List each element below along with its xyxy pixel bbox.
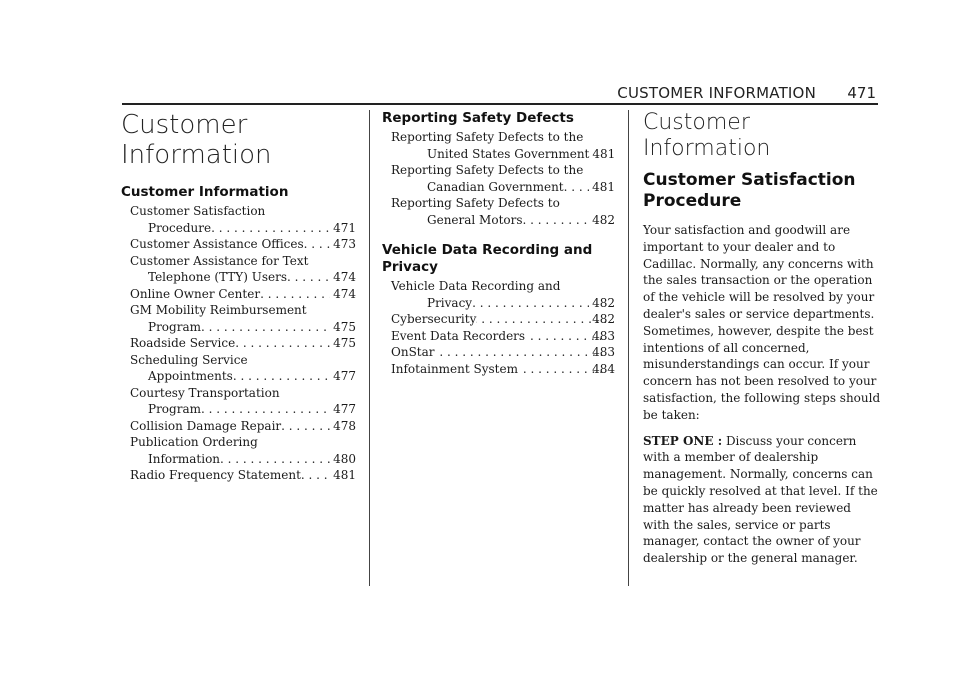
toc-leader-dots — [220, 451, 330, 468]
toc-page-number: 482 — [592, 312, 615, 326]
toc-leader-dots — [281, 418, 330, 435]
toc-entry-title-line1: Reporting Safety Defects to — [391, 196, 560, 210]
toc-entry-title: Canadian Government — [427, 179, 564, 194]
toc-section-heading: Customer Information — [121, 184, 289, 200]
toc-entry-title-line1: Reporting Safety Defects to the — [391, 163, 584, 177]
body-paragraph: Your satisfaction and goodwill are important to your dealer and to Cadillac. Normally, any concerns with the sales transaction or the operation of the vehicle will be resolved by your dealer's sales or service departments. Sometimes, however, despite the best intentions of all concerned, misunderstandings can occur. If your concern has not been resolved to your satisfaction, the following steps should be taken: — [643, 223, 881, 422]
toc-list — [382, 129, 615, 228]
header-rule — [122, 103, 878, 105]
toc-leader-dots — [476, 311, 607, 328]
toc-entry[interactable] — [121, 418, 356, 435]
toc-entry-title: Customer Assistance Offices — [130, 237, 304, 251]
toc-entry[interactable] — [121, 335, 356, 352]
toc-entry-title-line1: GM Mobility Reimbursement — [130, 303, 307, 317]
toc-leader-dots — [235, 335, 330, 352]
toc-entry-title: Cybersecurity — [391, 312, 477, 326]
chapter-title — [121, 110, 356, 170]
toc-leader-dots — [435, 344, 608, 361]
toc-page-number: 481 — [592, 179, 615, 194]
toc-entry-title: Program — [148, 402, 201, 416]
subsection-heading-line2: Procedure — [643, 191, 742, 211]
toc-page-number: 474 — [333, 286, 356, 301]
subsection-heading — [643, 170, 881, 212]
toc-entry-title-line1: Customer Satisfaction — [130, 204, 266, 218]
toc-entry-title: OnStar — [391, 345, 435, 359]
toc-section-heading-privacy — [382, 242, 615, 276]
privacy-heading-line2: Privacy — [382, 259, 438, 275]
toc-entry-title-line1: Scheduling Service — [130, 352, 248, 367]
toc-entry[interactable] — [121, 236, 356, 253]
toc-leader-dots — [211, 220, 330, 237]
content-column — [643, 110, 881, 567]
toc-column-1 — [121, 110, 356, 484]
toc-entry-title: Privacy — [427, 295, 473, 310]
toc-entry[interactable] — [382, 278, 615, 311]
toc-entry[interactable] — [382, 129, 615, 162]
header-section-title: CUSTOMER INFORMATION — [617, 84, 816, 102]
toc-entry-title-line1: Customer Assistance for Text — [130, 253, 309, 268]
toc-entry[interactable] — [121, 467, 356, 484]
toc-page-number: 475 — [333, 336, 356, 350]
step-text: Discuss your concern with a member of dealership management. Normally, concerns can be quickly resolved at that level. If the matter has already been reviewed with the sales, service or parts manager, contact the owner of your dealership or the general manager. — [643, 433, 878, 566]
toc-leader-dots — [472, 295, 589, 312]
toc-entry-title: Infotainment System — [391, 361, 518, 376]
toc-page-number: 481 — [333, 468, 356, 482]
toc-page-number: 477 — [333, 402, 356, 416]
toc-page-number: 473 — [333, 237, 356, 251]
toc-column-2 — [382, 110, 615, 377]
toc-leader-dots — [304, 236, 330, 253]
toc-entry[interactable] — [121, 203, 356, 236]
toc-leader-dots — [201, 319, 330, 336]
toc-entry-title: Event Data Recorders — [391, 328, 526, 343]
toc-entry[interactable] — [121, 385, 356, 418]
column-divider-1 — [369, 110, 370, 586]
toc-page-number: 482 — [592, 212, 615, 227]
section-title: Customer Information — [643, 110, 771, 161]
toc-page-number: 482 — [592, 295, 615, 310]
toc-entry-title: Collision Damage Repair — [130, 418, 282, 433]
chapter-title-line2: Information — [121, 140, 272, 170]
toc-page-number: 480 — [333, 451, 356, 466]
toc-entry-title-line1: Publication Ordering — [130, 435, 258, 449]
toc-entry-title: Telephone (TTY) Users — [148, 270, 287, 284]
toc-entry-title: Information — [148, 451, 221, 466]
toc-entry[interactable] — [382, 344, 615, 361]
toc-entry[interactable] — [121, 302, 356, 335]
toc-page-number: 475 — [333, 319, 356, 334]
toc-entry-title: United States Government — [427, 146, 590, 161]
step-paragraph — [643, 433, 881, 567]
toc-entry-title: Radio Frequency Statement — [130, 468, 301, 482]
toc-list — [382, 278, 615, 377]
toc-entry[interactable] — [382, 311, 615, 328]
toc-entry-title-line1: Vehicle Data Recording and — [391, 279, 561, 293]
toc-entry[interactable] — [121, 253, 356, 286]
column-divider-2 — [628, 110, 629, 586]
toc-entry[interactable] — [382, 162, 615, 195]
toc-page-number: 484 — [592, 361, 615, 376]
toc-leader-dots — [564, 179, 589, 196]
toc-entry-title: Procedure — [148, 220, 212, 235]
step-label: STEP ONE : — [643, 433, 723, 448]
toc-page-number: 478 — [333, 418, 356, 433]
privacy-heading-line1: Vehicle Data Recording and — [382, 242, 593, 258]
toc-leader-dots — [301, 467, 330, 484]
toc-page-number: 474 — [333, 270, 356, 284]
toc-list — [121, 203, 356, 484]
toc-entry-title: Online Owner Center — [130, 286, 261, 301]
toc-entry[interactable] — [382, 328, 615, 345]
running-header — [122, 84, 878, 104]
toc-entry-title-line1: Courtesy Transportation — [130, 385, 280, 400]
toc-entry[interactable] — [121, 352, 356, 385]
toc-entry-title: General Motors — [427, 212, 523, 227]
subsection-heading-line1: Customer Satisfaction — [643, 170, 856, 190]
toc-entry-title: Program — [148, 319, 201, 334]
toc-section-heading-safety: Reporting Safety Defects — [382, 110, 574, 126]
toc-leader-dots — [287, 269, 330, 286]
toc-page-number: 477 — [333, 369, 356, 383]
toc-page-number: 483 — [592, 328, 615, 343]
toc-leader-dots — [233, 368, 330, 385]
toc-leader-dots — [260, 286, 330, 303]
toc-page-number: 481 — [592, 146, 616, 161]
toc-entry[interactable] — [382, 361, 615, 378]
toc-entry-title: Appointments — [148, 369, 233, 383]
toc-page-number: 483 — [592, 345, 615, 359]
toc-entry[interactable] — [382, 195, 615, 228]
toc-entry-title-line1: Reporting Safety Defects to the — [391, 130, 584, 144]
toc-leader-dots — [523, 212, 590, 229]
toc-entry[interactable] — [121, 434, 356, 467]
page-number: 471 — [847, 84, 876, 102]
toc-entry-title: Roadside Service — [130, 336, 236, 350]
toc-entry[interactable] — [121, 286, 356, 303]
chapter-title-line1: Customer — [121, 110, 248, 140]
toc-page-number: 471 — [333, 220, 356, 235]
toc-leader-dots — [201, 401, 330, 418]
